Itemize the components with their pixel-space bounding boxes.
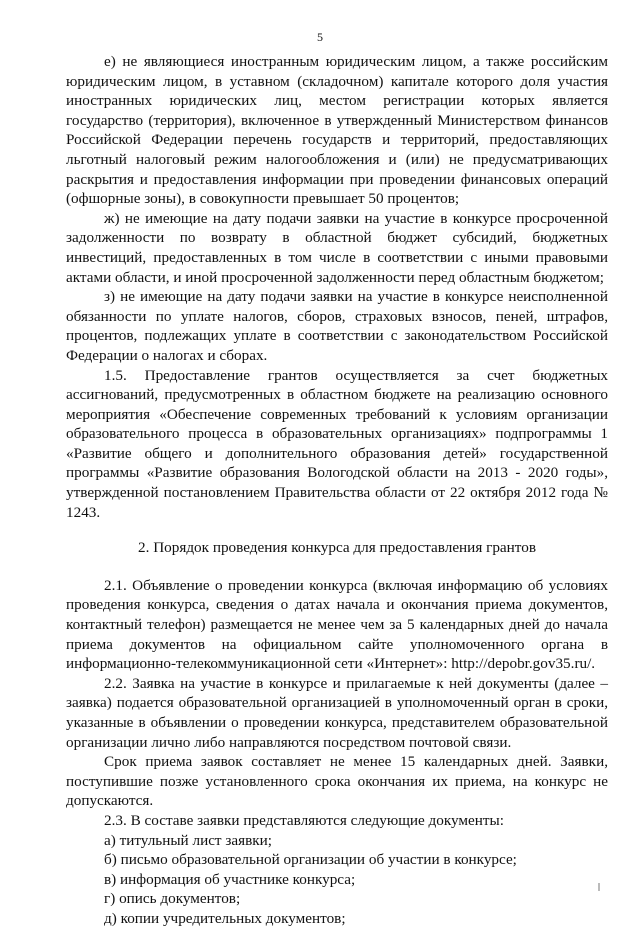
list-item: в) информация об участнике конкурса; [104,870,356,888]
paragraph-deadline: Срок приема заявок составляет не менее 15 календарных дней. Заявки, поступившие позже установленного срока окончания их приема, на конкурс не допускаются. [66,753,608,810]
list-item: б) письмо образовательной организации об участии в конкурсе; [104,851,517,869]
list-item: д) копии учредительных документов; [104,909,346,927]
paragraph-clause-2-2: 2.2. Заявка на участие в конкурсе и прилагаемые к ней документы (далее – заявка) подается образовательной организацией в уполномоченный орган в сроки, указанные в объявлении о проведении конкурса, представителем образовательной организации лично либо направляются посредством почтовой связи. [66,674,608,751]
document-list [66,831,608,929]
list-item: г) опись документов; [104,890,241,908]
scan-mark [598,883,600,891]
page-number: 5 [317,30,323,44]
paragraph-item-z: з) не имеющие на дату подачи заявки на участие в конкурсе неисполненной обязанности по уплате налогов, сборов, страховых взносов, пеней, штрафов, процентов, подлежащих уплате в соответствии с законодательством Российской Федерации о налогах и сборах. [66,288,608,364]
section-heading: 2. Порядок проведения конкурса для предоставления грантов [138,539,536,557]
document-body [66,52,608,929]
paragraph-item-e: е) не являющиеся иностранным юридическим лицом, а также российским юридическим лицом, в уставном (складочном) капитале которого доля участия иностранных юридических лиц, местом регистрации которых является государство (территория), включенное в утвержденный Министерством финансов Российской Федерации перечень государств и территорий, предоставляющих льготный налоговый режим налогообложения и (или) не предусматривающих раскрытия и предоставления информации при проведении финансовых операций (офшорные зоны), в совокупности превышает 50 процентов; [66,53,608,208]
paragraph-clause-1-5: 1.5. Предоставление грантов осуществляется за счет бюджетных ассигнований, предусмотренных в областном бюджете на реализацию основного мероприятия «Обеспечение современных требований к условиям организации образовательного процесса в образовательных организациях» подпрограммы 1 «Развитие общего и дополнительного образования детей» государственной программы «Развитие образования Вологодской области на 2013 - 2020 годы», утвержденной постановлением Правительства области от 22 октября 2012 года № 1243. [66,366,608,521]
paragraph-clause-2-3: 2.3. В составе заявки представляются следующие документы: [104,811,504,829]
paragraph-clause-2-1: 2.1. Объявление о проведении конкурса (включая информацию об условиях проведения конкурса, сведения о датах начала и окончания приема документов, контактный телефон) размещается не менее чем за 5 календарных дней до начала приема документов на официальном сайте уполномоченного органа в информационно-телекоммуникационной сети «Интернет»: http://depobr.gov35.ru/. [66,576,608,673]
list-item: а) титульный лист заявки; [104,831,272,849]
paragraph-item-zh: ж) не имеющие на дату подачи заявки на участие в конкурсе просроченной задолженности по возврату в областной бюджет субсидий, бюджетных инвестиций, предоставленных в том числе в соответствии с иными правовыми актами области, и иной просроченной задолженности перед областным бюджетом; [66,209,608,286]
